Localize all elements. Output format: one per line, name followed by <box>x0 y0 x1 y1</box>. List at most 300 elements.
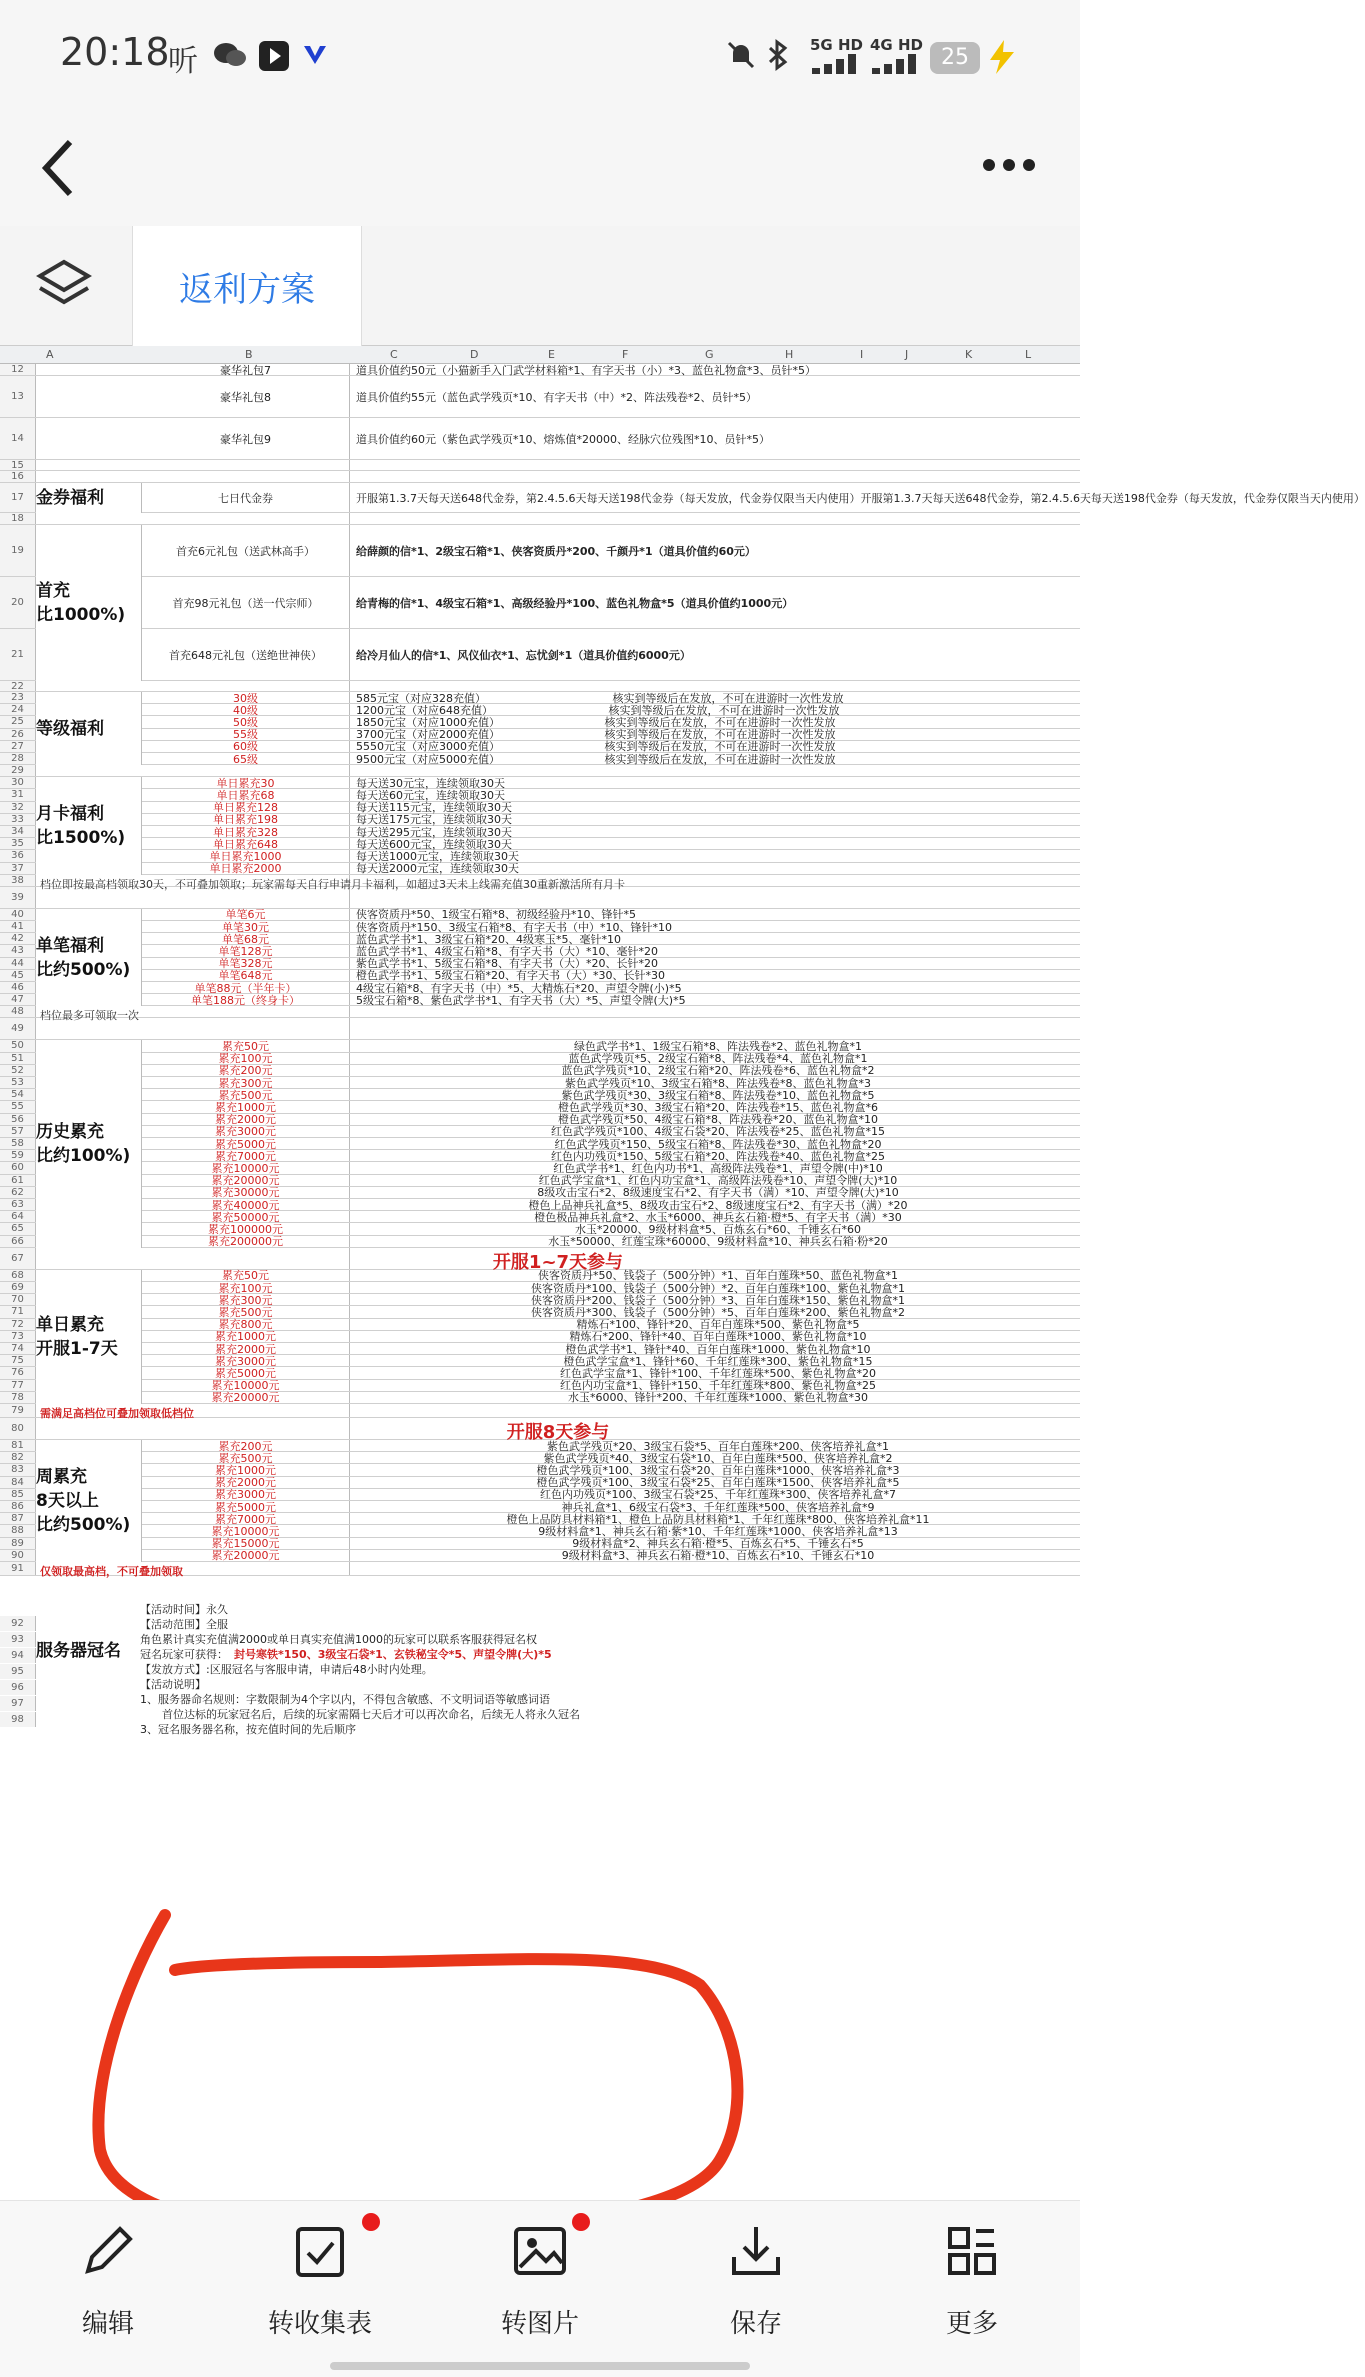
reward-tier-cell[interactable] <box>142 460 350 470</box>
table-row[interactable] <box>0 838 1080 850</box>
row-number[interactable]: 82 <box>0 1452 36 1463</box>
reward-tier-cell[interactable]: 累充50元 <box>142 1040 350 1051</box>
table-row[interactable] <box>0 1236 1080 1248</box>
row-number[interactable]: 74 <box>0 1343 36 1354</box>
reward-tier-cell[interactable] <box>142 513 350 524</box>
reward-tier-cell[interactable]: 累充15000元 <box>142 1538 350 1549</box>
table-row[interactable] <box>0 1550 1080 1562</box>
row-number[interactable]: 41 <box>0 921 36 932</box>
reward-tier-cell[interactable]: 首充98元礼包（送一代宗师） <box>142 577 350 628</box>
row-number[interactable]: 16 <box>0 471 36 482</box>
row-number[interactable]: 18 <box>0 513 36 524</box>
table-row[interactable] <box>0 1355 1080 1367</box>
table-row[interactable] <box>0 814 1080 826</box>
reward-tier-cell[interactable]: 累充7000元 <box>142 1150 350 1161</box>
reward-content-cell[interactable]: 神兵礼盒*1、6级宝石袋*3、千年红莲珠*500、侠客培养礼盒*9 <box>561 1500 875 1514</box>
reward-content-cell[interactable]: 水玉*20000、9级材料盒*5、百炼玄石*60、千锤玄石*60 <box>575 1222 861 1236</box>
convert-form-button[interactable] <box>240 2221 400 2340</box>
row-number[interactable]: 65 <box>0 1223 36 1234</box>
reward-content-cell[interactable] <box>352 460 1080 470</box>
reward-content-cell[interactable]: 585元宝（对应328充值） 核实到等级后在发放，不可在进游时一次性发放 <box>356 691 844 705</box>
table-row[interactable] <box>0 1077 1080 1089</box>
row-number[interactable]: 75 <box>0 1355 36 1366</box>
row-number[interactable]: 38 <box>0 875 36 886</box>
column-letter[interactable]: B <box>245 348 253 361</box>
reward-content-cell[interactable]: 5550元宝（对应3000充值） 核实到等级后在发放，不可在进游时一次性发放 <box>356 740 836 754</box>
reward-tier-cell[interactable]: 累充20000元 <box>142 1392 350 1403</box>
column-letter[interactable]: G <box>705 348 714 361</box>
reward-tier-cell[interactable]: 累充3000元 <box>142 1126 350 1137</box>
table-row[interactable] <box>0 1065 1080 1077</box>
reward-tier-cell[interactable]: 累充20000元 <box>142 1175 350 1186</box>
table-row[interactable] <box>0 460 1080 471</box>
reward-content-cell[interactable]: 侠客资质丹*50、1级宝石箱*8、初级经验丹*10、锋针*5 <box>356 908 636 922</box>
edit-button[interactable] <box>28 2221 188 2340</box>
row-number[interactable]: 28 <box>0 753 36 764</box>
reward-content-cell[interactable]: 红色武学书*1、红色内功书*1、高级阵法残卷*1、声望令牌(中)*10 <box>553 1161 883 1175</box>
column-letter[interactable]: D <box>470 348 479 361</box>
table-row[interactable] <box>0 1150 1080 1162</box>
row-number[interactable]: 31 <box>0 789 36 800</box>
reward-tier-cell[interactable]: 累充1000元 <box>142 1331 350 1342</box>
reward-content-cell[interactable] <box>352 471 1080 482</box>
table-row[interactable] <box>0 1040 1080 1052</box>
row-number[interactable]: 93 <box>0 1632 36 1647</box>
column-letter[interactable]: C <box>390 348 398 361</box>
row-number[interactable]: 64 <box>0 1211 36 1222</box>
reward-tier-cell[interactable]: 累充500元 <box>142 1306 350 1317</box>
table-row[interactable] <box>0 1138 1080 1150</box>
column-letter[interactable]: L <box>1025 348 1032 361</box>
row-number[interactable]: 46 <box>0 982 36 993</box>
reward-tier-cell[interactable]: 单笔648元 <box>142 970 350 981</box>
row-number[interactable]: 50 <box>0 1040 36 1051</box>
row-number[interactable]: 49 <box>0 1018 36 1039</box>
row-number[interactable]: 32 <box>0 802 36 813</box>
row-number[interactable]: 17 <box>0 483 36 512</box>
reward-content-cell[interactable]: 9级材料盒*1、神兵玄石箱·紫*10、千年红莲珠*1000、侠客培养礼盒*13 <box>538 1524 898 1538</box>
row-number[interactable]: 36 <box>0 850 36 861</box>
section-label-first[interactable]: 首充 比1000%) <box>36 525 142 681</box>
more-options-icon[interactable] <box>982 158 1036 172</box>
reward-content-cell[interactable]: 每天送1000元宝，连续领取30天 <box>356 849 519 863</box>
reward-content-cell[interactable]: 红色内功残页*150、5级宝石箱*20、阵法残卷*40、蓝色礼物盒*25 <box>551 1149 885 1163</box>
reward-tier-cell[interactable]: 累充50000元 <box>142 1211 350 1222</box>
row-number[interactable]: 81 <box>0 1440 36 1451</box>
column-letter[interactable]: I <box>860 348 864 361</box>
reward-content-cell[interactable]: 橙色武学书*1、锋针*40、百年白莲珠*1000、紫色礼物盒*10 <box>565 1342 871 1356</box>
reward-tier-cell[interactable]: 累充10000元 <box>142 1525 350 1536</box>
reward-tier-cell[interactable]: 累充5000元 <box>142 1501 350 1512</box>
row-number[interactable]: 24 <box>0 704 36 715</box>
reward-tier-cell[interactable]: 豪华礼包8 <box>142 376 350 417</box>
table-row[interactable] <box>0 1331 1080 1343</box>
row-number[interactable]: 76 <box>0 1367 36 1378</box>
table-row[interactable] <box>0 1101 1080 1113</box>
reward-tier-cell[interactable]: 累充10000元 <box>142 1162 350 1173</box>
table-row[interactable] <box>0 1223 1080 1235</box>
table-row[interactable] <box>0 1343 1080 1355</box>
reward-content-cell[interactable]: 给冷月仙人的信*1、风仪仙衣*1、忘忧剑*1（道具价值约6000元） <box>356 648 691 662</box>
row-number[interactable]: 73 <box>0 1331 36 1342</box>
row-number[interactable]: 12 <box>0 364 36 375</box>
layers-icon[interactable] <box>36 256 92 312</box>
row-number[interactable]: 44 <box>0 958 36 969</box>
reward-tier-cell[interactable]: 累充300元 <box>142 1077 350 1088</box>
reward-tier-cell[interactable]: 60级 <box>142 741 350 752</box>
reward-tier-cell[interactable]: 40级 <box>142 704 350 715</box>
reward-content-cell[interactable]: 蓝色武学书*1、4级宝石箱*8、有字天书（大）*10、毫针*20 <box>356 944 658 958</box>
reward-content-cell[interactable]: 橙色武学残页*100、3级宝石袋*20、百年白莲珠*1000、侠客培养礼盒*3 <box>536 1463 900 1477</box>
row-number[interactable]: 37 <box>0 863 36 874</box>
table-row[interactable] <box>0 1319 1080 1331</box>
reward-content-cell[interactable]: 精炼石*100、锋针*20、百年白莲珠*500、紫色礼物盒*5 <box>576 1318 860 1332</box>
row-number[interactable]: 47 <box>0 994 36 1005</box>
row-number[interactable]: 67 <box>0 1248 36 1269</box>
table-row[interactable] <box>0 483 1365 513</box>
reward-content-cell[interactable]: 9500元宝（对应5000充值） 核实到等级后在发放，不可在进游时一次性发放 <box>356 752 836 766</box>
reward-tier-cell[interactable]: 累充2000元 <box>142 1114 350 1125</box>
table-row[interactable] <box>0 1018 1080 1040</box>
table-row[interactable] <box>0 1306 1080 1318</box>
save-button[interactable] <box>676 2221 836 2340</box>
table-row[interactable] <box>0 994 1080 1006</box>
reward-content-cell[interactable]: 紫色武学残页*40、3级宝石袋*10、百年白莲珠*500、侠客培养礼盒*2 <box>543 1451 893 1465</box>
reward-content-cell[interactable]: 道具价值约50元（小猫新手入门武学材料箱*1、有字天书（小）*3、蓝色礼物盒*3、员针*5） <box>356 363 816 377</box>
reward-tier-cell[interactable]: 单日累充648 <box>142 838 350 849</box>
reward-tier-cell[interactable]: 累充2000元 <box>142 1477 350 1488</box>
row-number[interactable]: 95 <box>0 1664 36 1679</box>
row-number[interactable]: 90 <box>0 1550 36 1561</box>
reward-tier-cell[interactable]: 单笔30元 <box>142 921 350 932</box>
column-letter[interactable]: E <box>548 348 555 361</box>
reward-content-cell[interactable]: 橙色上品防具材料箱*1、橙色上品防具材料箱*1、千年红莲珠*800、侠客培养礼盒*11 <box>506 1512 930 1526</box>
reward-content-cell[interactable]: 每天送295元宝，连续领取30天 <box>356 825 512 839</box>
table-row[interactable] <box>0 1053 1080 1065</box>
reward-content-cell[interactable]: 3700元宝（对应2000充值） 核实到等级后在发放，不可在进游时一次性发放 <box>356 728 836 742</box>
reward-content-cell[interactable]: 每天送600元宝，连续领取30天 <box>356 837 512 851</box>
section-label-level[interactable]: 等级福利 <box>36 692 142 765</box>
section-label-champion[interactable]: 服务器冠名 <box>36 1641 121 1661</box>
section-label-daily[interactable]: 单日累充 开服1-7天 <box>36 1270 142 1404</box>
row-number[interactable]: 87 <box>0 1513 36 1524</box>
reward-tier-cell[interactable]: 单日累充328 <box>142 826 350 837</box>
reward-tier-cell[interactable]: 单日累充198 <box>142 814 350 825</box>
section-label-single[interactable]: 单笔福利 比约500%) <box>36 909 142 1007</box>
table-row[interactable] <box>0 1525 1080 1537</box>
reward-content-cell[interactable]: 侠客资质丹*50、钱袋子（500分钟）*1、百年白莲珠*50、蓝色礼物盒*1 <box>538 1269 898 1283</box>
row-number[interactable]: 19 <box>0 525 36 576</box>
back-chevron-icon[interactable] <box>40 138 76 198</box>
section-label-weekly[interactable]: 周累充 8天以上 比约500%) <box>36 1440 142 1562</box>
table-row[interactable] <box>0 1392 1080 1404</box>
reward-content-cell[interactable]: 紫色武学书*1、5级宝石箱*8、有字天书（大）*20、长针*20 <box>356 957 658 971</box>
row-number[interactable]: 96 <box>0 1680 36 1695</box>
reward-tier-cell[interactable]: 55级 <box>142 729 350 740</box>
row-number[interactable]: 98 <box>0 1712 36 1727</box>
reward-content-cell[interactable]: 绿色武学书*1、1级宝石箱*8、阵法残卷*2、蓝色礼物盒*1 <box>574 1039 862 1053</box>
table-row[interactable] <box>0 1538 1080 1550</box>
reward-tier-cell[interactable]: 单笔68元 <box>142 933 350 944</box>
column-letter[interactable]: F <box>622 348 629 361</box>
row-number[interactable]: 79 <box>0 1404 36 1417</box>
reward-tier-cell[interactable]: 单笔128元 <box>142 945 350 956</box>
table-row[interactable] <box>0 471 1080 483</box>
row-number[interactable]: 48 <box>0 1006 36 1017</box>
reward-tier-cell[interactable]: 累充200元 <box>142 1065 350 1076</box>
row-number[interactable]: 27 <box>0 741 36 752</box>
reward-content-cell[interactable]: 9级材料盒*2、神兵玄石箱·橙*5、百炼玄石*5、千锤玄石*5 <box>572 1537 864 1551</box>
reward-tier-cell[interactable]: 累充5000元 <box>142 1138 350 1149</box>
table-row[interactable] <box>0 1367 1080 1379</box>
row-number[interactable]: 86 <box>0 1501 36 1512</box>
reward-tier-cell[interactable]: 七日代金券 <box>142 483 350 512</box>
reward-content-cell[interactable]: 道具价值约55元（蓝色武学残页*10、有字天书（中）*2、阵法残卷*2、员针*5） <box>356 390 757 404</box>
row-number[interactable]: 45 <box>0 970 36 981</box>
reward-tier-cell[interactable]: 65级 <box>142 753 350 764</box>
reward-content-cell[interactable]: 4级宝石箱*8、有字天书（中）*5、大精炼石*20、声望令牌(小)*5 <box>356 981 682 995</box>
reward-content-cell[interactable]: 5级宝石箱*8、紫色武学书*1、有字天书（大）*5、声望令牌(大)*5 <box>356 993 686 1007</box>
reward-content-cell[interactable]: 紫色武学残页*10、3级宝石箱*8、阵法残卷*8、蓝色礼物盒*3 <box>565 1076 871 1090</box>
reward-tier-cell[interactable]: 单笔6元 <box>142 909 350 920</box>
reward-content-cell[interactable]: 1850元宝（对应1000充值） 核实到等级后在发放，不可在进游时一次性发放 <box>356 715 836 729</box>
row-number[interactable]: 66 <box>0 1236 36 1247</box>
row-number[interactable]: 52 <box>0 1065 36 1076</box>
row-number[interactable]: 70 <box>0 1294 36 1305</box>
reward-content-cell[interactable]: 给青梅的信*1、4级宝石箱*1、高级经验丹*100、蓝色礼物盒*5（道具价值约1000元） <box>356 596 794 610</box>
row-number[interactable]: 35 <box>0 838 36 849</box>
row-number[interactable]: 54 <box>0 1089 36 1100</box>
reward-tier-cell[interactable]: 累充50元 <box>142 1270 350 1281</box>
reward-content-cell[interactable]: 每天送60元宝，连续领取30天 <box>356 788 505 802</box>
reward-content-cell[interactable]: 橙色武学残页*30、3级宝石箱*20、阵法残卷*15、蓝色礼物盒*6 <box>558 1100 878 1114</box>
reward-content-cell[interactable]: 红色武学宝盒*1、锋针*100、千年红莲珠*500、紫色礼物盒*20 <box>560 1366 876 1380</box>
row-number[interactable]: 40 <box>0 909 36 920</box>
row-number[interactable]: 23 <box>0 692 36 703</box>
reward-tier-cell[interactable] <box>142 471 350 482</box>
table-row[interactable] <box>0 418 1080 460</box>
table-row[interactable] <box>0 629 1080 681</box>
reward-content-cell[interactable]: 精炼石*200、锋针*40、百年白莲珠*1000、紫色礼物盒*10 <box>569 1330 867 1344</box>
reward-tier-cell[interactable]: 首充648元礼包（送绝世神侠） <box>142 629 350 680</box>
row-number[interactable]: 71 <box>0 1306 36 1317</box>
reward-tier-cell[interactable]: 累充200元 <box>142 1440 350 1451</box>
row-number[interactable]: 77 <box>0 1380 36 1391</box>
reward-tier-cell[interactable] <box>142 1006 350 1017</box>
table-row[interactable] <box>0 777 1080 789</box>
reward-content-cell[interactable]: 水玉*50000、红莲宝珠*60000、9级材料盒*10、神兵玄石箱·粉*20 <box>548 1235 888 1249</box>
reward-content-cell[interactable]: 每天送115元宝，连续领取30天 <box>356 801 512 815</box>
reward-tier-cell[interactable]: 累充100000元 <box>142 1223 350 1234</box>
row-number[interactable]: 13 <box>0 376 36 417</box>
row-number[interactable]: 42 <box>0 933 36 944</box>
reward-tier-cell[interactable]: 单日累充1000 <box>142 850 350 861</box>
reward-content-cell[interactable]: 每天送175元宝，连续领取30天 <box>356 813 512 827</box>
row-number[interactable]: 34 <box>0 826 36 837</box>
row-number[interactable]: 63 <box>0 1199 36 1210</box>
reward-tier-cell[interactable]: 单日累充128 <box>142 802 350 813</box>
row-number[interactable]: 15 <box>0 460 36 470</box>
convert-image-button[interactable] <box>460 2221 620 2340</box>
reward-tier-cell[interactable]: 累充800元 <box>142 1319 350 1330</box>
table-row[interactable] <box>0 376 1080 418</box>
row-number[interactable]: 61 <box>0 1175 36 1186</box>
reward-content-cell[interactable]: 橙色上品神兵礼盒*5、8级攻击宝石*2、8级速度宝石*2、有字天书（满）*20 <box>528 1198 908 1212</box>
reward-content-cell[interactable]: 紫色武学残页*30、3级宝石箱*8、阵法残卷*10、蓝色礼物盒*5 <box>561 1088 875 1102</box>
reward-tier-cell[interactable]: 单笔188元（终身卡） <box>142 994 350 1005</box>
reward-content-cell[interactable]: 橙色武学残页*100、3级宝石袋*25、百年白莲珠*1500、侠客培养礼盒*5 <box>536 1476 900 1490</box>
row-number[interactable]: 84 <box>0 1477 36 1488</box>
row-number[interactable]: 21 <box>0 629 36 680</box>
reward-content-cell[interactable]: 蓝色武学书*1、3级宝石箱*20、4级寒玉*5、毫针*10 <box>356 932 621 946</box>
row-number[interactable]: 89 <box>0 1538 36 1549</box>
reward-content-cell[interactable]: 开服第1.3.7天每天送648代金券，第2.4.5.6天每天送198代金券（每天发放，代金券仅限当天内使用） 开服第1.3.7天每天送648代金券，第2.4.5.6天每天送198代金券（每天发放，代金券仅限当天内使用） <box>356 491 1365 505</box>
reward-content-cell[interactable]: 侠客资质丹*150、3级宝石箱*8、有字天书（中）*10、锋针*10 <box>356 920 672 934</box>
row-number[interactable]: 33 <box>0 814 36 825</box>
table-row[interactable] <box>0 1089 1080 1101</box>
row-number[interactable]: 56 <box>0 1114 36 1125</box>
row-number[interactable]: 43 <box>0 945 36 956</box>
table-row[interactable] <box>0 525 1080 577</box>
row-number[interactable]: 83 <box>0 1464 36 1475</box>
column-letter[interactable]: H <box>785 348 794 361</box>
reward-tier-cell[interactable]: 豪华礼包9 <box>142 418 350 459</box>
column-letter[interactable]: K <box>965 348 973 361</box>
reward-tier-cell[interactable]: 首充6元礼包（送武林高手） <box>142 525 350 576</box>
reward-tier-cell[interactable]: 累充2000元 <box>142 1343 350 1354</box>
reward-tier-cell[interactable]: 累充10000元 <box>142 1380 350 1391</box>
row-number[interactable]: 88 <box>0 1525 36 1536</box>
table-row[interactable] <box>0 1211 1080 1223</box>
reward-content-cell[interactable]: 水玉*6000、锋针*200、千年红莲珠*1000、紫色礼物盒*30 <box>568 1391 868 1405</box>
row-number[interactable]: 94 <box>0 1648 36 1663</box>
section-label-monthly[interactable]: 月卡福利 比1500%) <box>36 777 142 874</box>
row-number[interactable]: 78 <box>0 1392 36 1403</box>
row-number[interactable]: 26 <box>0 729 36 740</box>
reward-content-cell[interactable]: 红色内功宝盒*1、锋针*150、千年红莲珠*800、紫色礼物盒*25 <box>560 1379 876 1393</box>
reward-tier-cell[interactable]: 单笔88元（半年卡） <box>142 982 350 993</box>
reward-tier-cell[interactable]: 累充200000元 <box>142 1236 350 1247</box>
reward-content-cell[interactable]: 红色武学残页*100、4级宝石袋*20、阵法残卷*25、蓝色礼物盒*15 <box>551 1125 885 1139</box>
reward-content-cell[interactable]: 1200元宝（对应648充值） 核实到等级后在发放，不可在进游时一次性发放 <box>356 703 840 717</box>
row-number[interactable]: 51 <box>0 1053 36 1064</box>
reward-tier-cell[interactable]: 累充40000元 <box>142 1199 350 1210</box>
column-letter[interactable]: J <box>905 348 909 361</box>
reward-tier-cell[interactable]: 累充7000元 <box>142 1513 350 1524</box>
reward-content-cell[interactable] <box>352 1018 1080 1039</box>
table-row[interactable] <box>0 1380 1080 1392</box>
reward-content-cell[interactable] <box>352 1006 1080 1017</box>
table-row[interactable] <box>0 789 1080 801</box>
reward-content-cell[interactable] <box>352 1404 1080 1417</box>
reward-tier-cell[interactable]: 50级 <box>142 716 350 727</box>
row-number[interactable]: 80 <box>0 1418 36 1439</box>
row-number[interactable]: 30 <box>0 777 36 788</box>
reward-content-cell[interactable]: 侠客资质丹*200、钱袋子（500分钟）*3、百年白莲珠*150、紫色礼物盒*1 <box>531 1293 905 1307</box>
reward-content-cell[interactable]: 橙色武学残页*50、4级宝石箱*8、阵法残卷*20、蓝色礼物盒*10 <box>558 1113 878 1127</box>
row-number[interactable]: 62 <box>0 1187 36 1198</box>
reward-content-cell[interactable]: 橙色极品神兵礼盒*2、水玉*6000、神兵玄石箱·橙*5、有字天书（满）*30 <box>534 1210 902 1224</box>
reward-content-cell[interactable]: 红色武学宝盒*1、红色内功宝盒*1、高级阵法残卷*10、声望令牌(大)*10 <box>538 1174 898 1188</box>
reward-content-cell[interactable]: 9级材料盒*3、神兵玄石箱·橙*10、百炼玄石*10、千锤玄石*10 <box>561 1549 875 1563</box>
row-number[interactable]: 58 <box>0 1138 36 1149</box>
reward-tier-cell[interactable]: 豪华礼包7 <box>142 364 350 375</box>
table-row[interactable] <box>0 826 1080 838</box>
table-row[interactable] <box>0 1489 1080 1501</box>
reward-tier-cell[interactable]: 单笔328元 <box>142 958 350 969</box>
reward-tier-cell[interactable]: 累充20000元 <box>142 1550 350 1561</box>
table-row[interactable] <box>0 1114 1080 1126</box>
reward-tier-cell[interactable]: 累充100元 <box>142 1282 350 1293</box>
row-number[interactable]: 29 <box>0 765 36 776</box>
table-row[interactable] <box>0 513 1080 525</box>
reward-content-cell[interactable]: 红色内功残页*100、3级宝石袋*25、千年红莲珠*300、侠客培养礼盒*7 <box>540 1488 896 1502</box>
row-number[interactable]: 20 <box>0 577 36 628</box>
row-number[interactable]: 60 <box>0 1162 36 1173</box>
reward-tier-cell[interactable] <box>142 1018 350 1039</box>
row-number[interactable]: 85 <box>0 1489 36 1500</box>
reward-content-cell[interactable]: 道具价值约60元（紫色武学残页*10、熔炼值*20000、经脉穴位残图*10、员针*5） <box>356 432 770 446</box>
spreadsheet-grid[interactable] <box>0 363 1365 2154</box>
row-number[interactable]: 72 <box>0 1319 36 1330</box>
table-row[interactable] <box>0 1006 1080 1018</box>
sheet-tab-title[interactable]: 返利方案 <box>132 226 362 346</box>
table-row[interactable] <box>0 1126 1080 1138</box>
table-row[interactable] <box>0 765 1080 777</box>
row-number[interactable]: 97 <box>0 1696 36 1711</box>
row-number[interactable]: 25 <box>0 716 36 727</box>
row-number[interactable]: 59 <box>0 1150 36 1161</box>
reward-content-cell[interactable]: 每天送30元宝，连续领取30天 <box>356 776 505 790</box>
reward-tier-cell[interactable]: 累充300元 <box>142 1294 350 1305</box>
reward-tier-cell[interactable]: 累充500元 <box>142 1452 350 1463</box>
reward-content-cell[interactable]: 蓝色武学残页*10、2级宝石箱*20、阵法残卷*6、蓝色礼物盒*2 <box>561 1064 875 1078</box>
reward-content-cell[interactable]: 橙色武学书*1、5级宝石箱*20、有字天书（大）*30、长针*30 <box>356 969 665 983</box>
reward-content-cell[interactable] <box>352 513 1080 524</box>
row-number[interactable]: 53 <box>0 1077 36 1088</box>
row-number[interactable]: 91 <box>0 1562 36 1575</box>
reward-content-cell[interactable]: 每天送2000元宝，连续领取30天 <box>356 862 519 876</box>
reward-content-cell[interactable]: 给薛颜的信*1、2级宝石箱*1、侠客资质丹*200、千颜丹*1（道具价值约60元） <box>356 544 756 558</box>
reward-content-cell[interactable] <box>352 1562 1080 1575</box>
row-number[interactable]: 22 <box>0 681 36 691</box>
reward-content-cell[interactable]: 侠客资质丹*300、钱袋子（500分钟）*5、百年白莲珠*200、紫色礼物盒*2 <box>531 1305 905 1319</box>
row-number[interactable]: 92 <box>0 1616 36 1631</box>
section-label-gold[interactable]: 金券福利 <box>36 483 142 513</box>
reward-tier-cell[interactable]: 累充500元 <box>142 1089 350 1100</box>
row-number[interactable]: 57 <box>0 1126 36 1137</box>
table-row[interactable] <box>0 863 1080 875</box>
reward-content-cell[interactable]: 红色武学残页*150、5级宝石箱*8、阵法残卷*30、蓝色礼物盒*20 <box>554 1137 882 1151</box>
reward-tier-cell[interactable]: 单日累充30 <box>142 777 350 788</box>
reward-content-cell[interactable]: 紫色武学残页*20、3级宝石袋*5、百年白莲珠*200、侠客培养礼盒*1 <box>547 1439 889 1453</box>
reward-content-cell[interactable]: 侠客资质丹*100、钱袋子（500分钟）*2、百年白莲珠*100、紫色礼物盒*1 <box>531 1281 905 1295</box>
reward-tier-cell[interactable]: 累充3000元 <box>142 1355 350 1366</box>
reward-tier-cell[interactable]: 累充30000元 <box>142 1187 350 1198</box>
table-row[interactable] <box>0 753 1080 765</box>
table-row[interactable] <box>0 364 1080 376</box>
table-row[interactable] <box>0 577 1080 629</box>
reward-tier-cell[interactable]: 30级 <box>142 692 350 703</box>
reward-tier-cell[interactable]: 累充1000元 <box>142 1101 350 1112</box>
reward-tier-cell[interactable]: 累充100元 <box>142 1053 350 1064</box>
reward-content-cell[interactable]: 8级攻击宝石*2、8级速度宝石*2、有字天书（满）*10、声望令牌(大)*10 <box>537 1186 899 1200</box>
reward-tier-cell[interactable]: 单日累充2000 <box>142 863 350 874</box>
more-button[interactable] <box>892 2221 1052 2340</box>
section-label-history[interactable]: 历史累充 比约100%) <box>36 1040 142 1247</box>
row-number[interactable]: 69 <box>0 1282 36 1293</box>
reward-content-cell[interactable]: 蓝色武学残页*5、2级宝石箱*8、阵法残卷*4、蓝色礼物盒*1 <box>568 1052 868 1066</box>
